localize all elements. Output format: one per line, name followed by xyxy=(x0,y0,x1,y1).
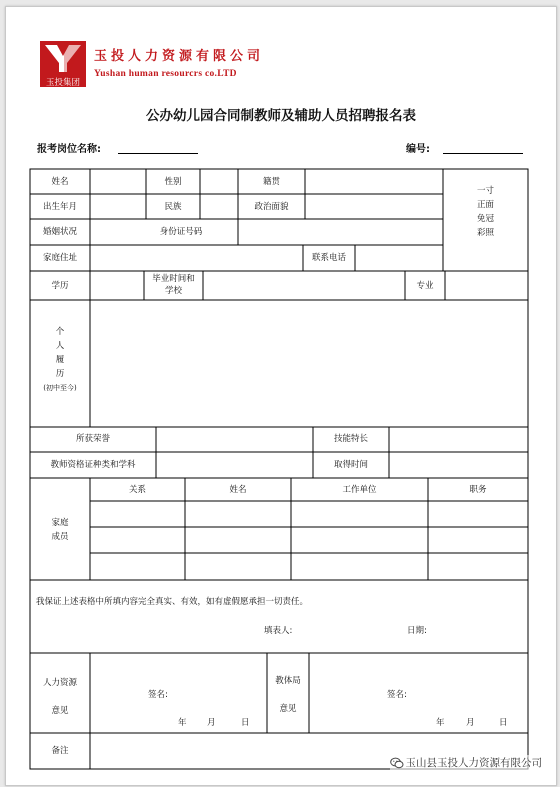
birth-date-label: 出生年月 xyxy=(42,202,77,212)
edu-opinion-label: 教体局 意见 xyxy=(275,676,301,714)
gender-label: 性别 xyxy=(164,177,182,187)
logo-text: 玉投集团 xyxy=(45,78,81,88)
hr-year: 年 xyxy=(178,718,187,728)
family-header-relation: 关系 xyxy=(128,485,146,495)
obtain-time-label: 取得时间 xyxy=(333,460,368,470)
major-label: 专业 xyxy=(416,281,434,291)
cert-type-label: 教师资格证种类和学科 xyxy=(50,460,136,470)
remarks-label: 备注 xyxy=(51,746,69,756)
declaration-text: 我保证上述表格中所填内容完全真实、有效，如有虚假愿承担一切责任。 xyxy=(36,597,309,607)
company-name-cn: 玉投人力资源有限公司 xyxy=(94,49,265,64)
education-label: 学历 xyxy=(51,281,69,291)
hr-day: 日 xyxy=(241,718,250,728)
skills-label: 技能特长 xyxy=(333,434,368,444)
edu-month: 月 xyxy=(466,718,475,728)
address-label: 家庭住址 xyxy=(42,253,77,263)
photo-placeholder[interactable]: 一寸 正面 免冠 彩照 xyxy=(476,186,494,238)
form-page xyxy=(5,6,557,786)
resume-label: 个 人 履 历 (初中至今) xyxy=(43,327,77,392)
native-place-label: 籍贯 xyxy=(262,177,280,187)
company-name-en: Yushan human resourcrs co.LTD xyxy=(94,69,237,79)
edu-signature-label: 签名: xyxy=(387,690,407,700)
family-header-employer: 工作单位 xyxy=(342,485,377,495)
phone-label: 联系电话 xyxy=(311,253,346,263)
form-title: 公办幼儿园合同制教师及辅助人员招聘报名表 xyxy=(146,108,416,124)
hr-month: 月 xyxy=(207,718,216,728)
family-header-position: 职务 xyxy=(469,485,487,495)
marital-status-label: 婚姻状况 xyxy=(42,227,77,237)
grad-time-school-label: 毕业时间和 学校 xyxy=(152,274,195,296)
date-label: 日期: xyxy=(407,626,427,636)
hr-opinion-label: 人力资源 意见 xyxy=(42,678,77,716)
awards-label: 所获荣誉 xyxy=(75,434,110,444)
ethnicity-label: 民族 xyxy=(164,202,182,212)
name-label: 姓名 xyxy=(51,177,69,187)
political-status-label: 政治面貌 xyxy=(254,202,289,212)
id-number-label: 身份证号码 xyxy=(159,227,203,237)
watermark-text: 玉山县玉投人力资源有限公司 xyxy=(405,757,542,769)
number-label: 编号: xyxy=(406,144,430,155)
edu-day: 日 xyxy=(499,718,508,728)
position-label: 报考岗位名称: xyxy=(37,144,101,155)
wechat-icon xyxy=(390,756,404,770)
edu-year: 年 xyxy=(436,718,445,728)
family-header-name: 姓名 xyxy=(229,485,247,495)
watermark xyxy=(390,755,543,770)
hr-signature-label: 签名: xyxy=(148,690,168,700)
filler-label: 填表人: xyxy=(264,626,293,636)
family-members-label: 家庭 成员 xyxy=(51,518,69,542)
